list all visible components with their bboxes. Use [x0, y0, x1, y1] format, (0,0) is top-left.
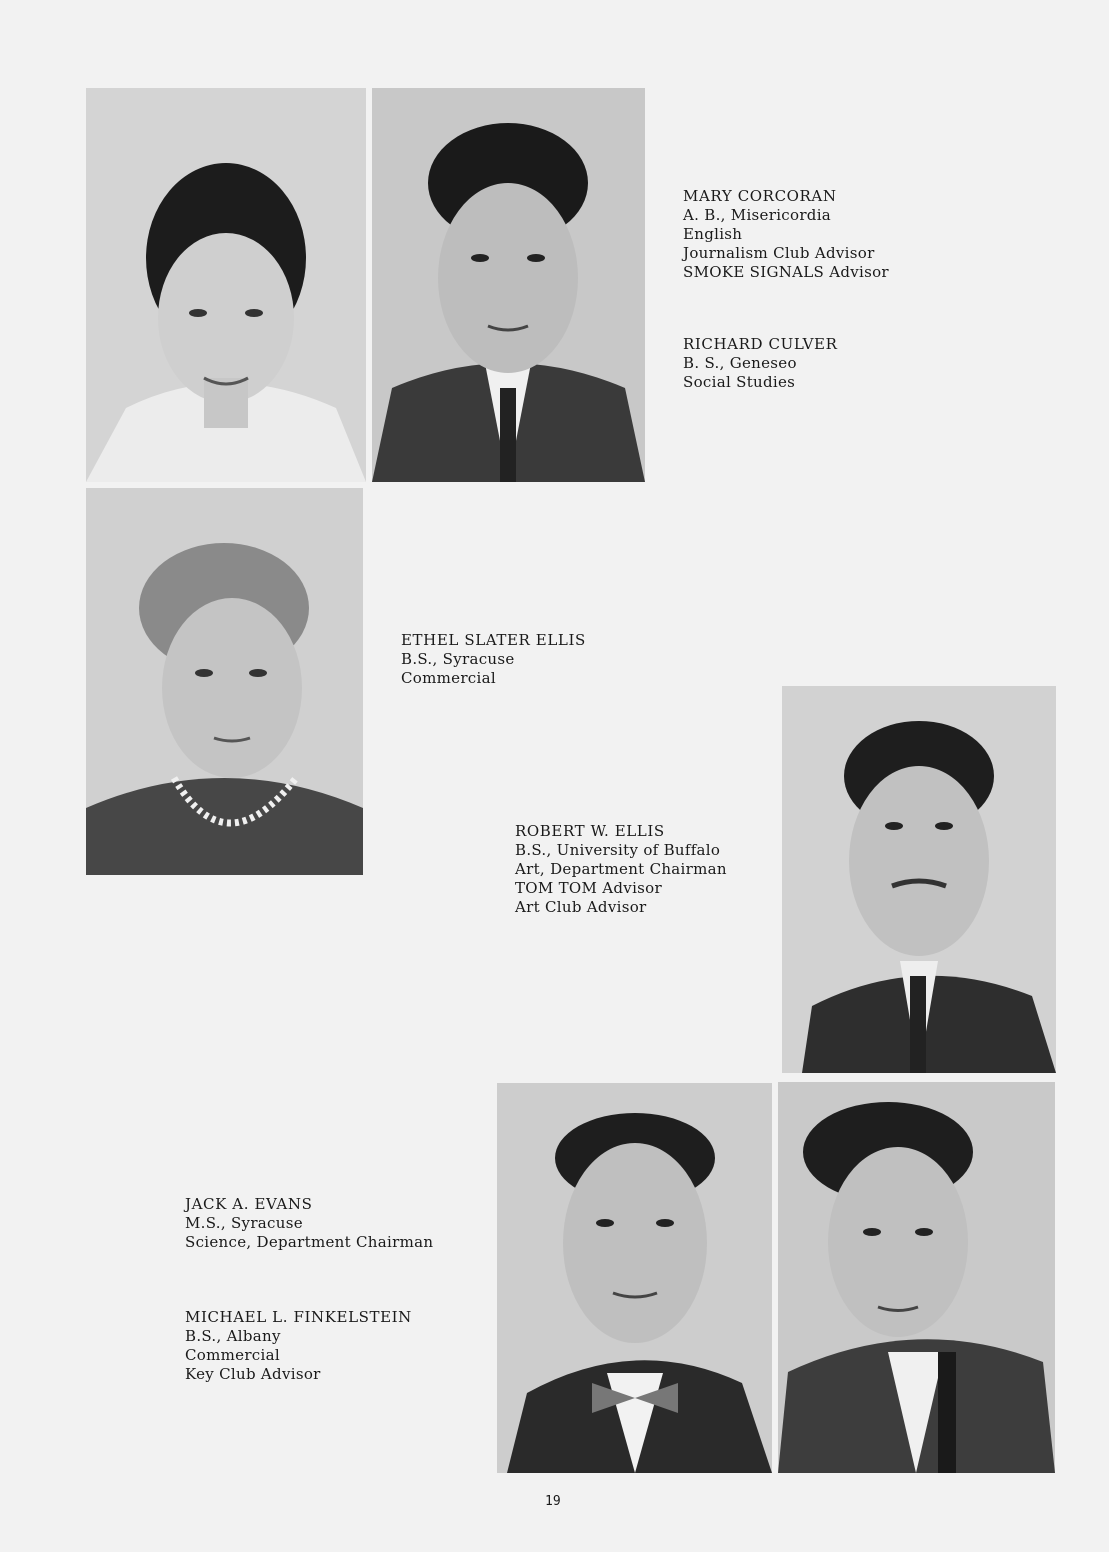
faculty-subject: Science, Department Chairman: [185, 1233, 434, 1251]
faculty-role: Journalism Club Advisor: [683, 244, 875, 262]
faculty-name: ROBERT W. ELLIS: [515, 822, 665, 840]
faculty-role: SMOKE SIGNALS Advisor: [683, 263, 889, 281]
caption-michael-l-finkelstein: [185, 1308, 412, 1384]
faculty-subject: Social Studies: [683, 373, 796, 391]
portrait-richard-culver: [372, 88, 645, 482]
caption-jack-a-evans: [185, 1195, 433, 1252]
portrait-jack-a-evans: [497, 1083, 772, 1473]
portrait-michael-l-finkelstein: [778, 1082, 1055, 1473]
caption-robert-w-ellis: [515, 822, 727, 917]
faculty-subject: Art, Department Chairman: [515, 860, 727, 878]
faculty-subject: Commercial: [401, 669, 496, 687]
portrait-robert-w-ellis: [782, 686, 1056, 1073]
faculty-name: JACK A. EVANS: [185, 1195, 313, 1213]
faculty-name: ETHEL SLATER ELLIS: [401, 631, 586, 649]
page-number: 19: [545, 1494, 561, 1509]
faculty-role: Art Club Advisor: [515, 898, 647, 916]
faculty-role: Key Club Advisor: [185, 1365, 321, 1383]
portrait-ethel-slater-ellis: [86, 488, 363, 875]
faculty-degree: B.S., Albany: [185, 1327, 281, 1345]
caption-mary-corcoran: [683, 187, 889, 282]
faculty-degree: M.S., Syracuse: [185, 1214, 303, 1232]
faculty-role: TOM TOM Advisor: [515, 879, 662, 897]
faculty-subject: English: [683, 225, 743, 243]
caption-richard-culver: [683, 335, 837, 392]
faculty-name: MICHAEL L. FINKELSTEIN: [185, 1308, 412, 1326]
faculty-subject: Commercial: [185, 1346, 280, 1364]
faculty-degree: B.S., University of Buffalo: [515, 841, 721, 859]
faculty-degree: B. S., Geneseo: [683, 354, 797, 372]
portrait-mary-corcoran: [86, 88, 366, 482]
faculty-name: RICHARD CULVER: [683, 335, 838, 353]
caption-ethel-slater-ellis: [401, 631, 586, 688]
faculty-degree: A. B., Misericordia: [683, 206, 832, 224]
faculty-degree: B.S., Syracuse: [401, 650, 515, 668]
faculty-name: MARY CORCORAN: [683, 187, 837, 205]
